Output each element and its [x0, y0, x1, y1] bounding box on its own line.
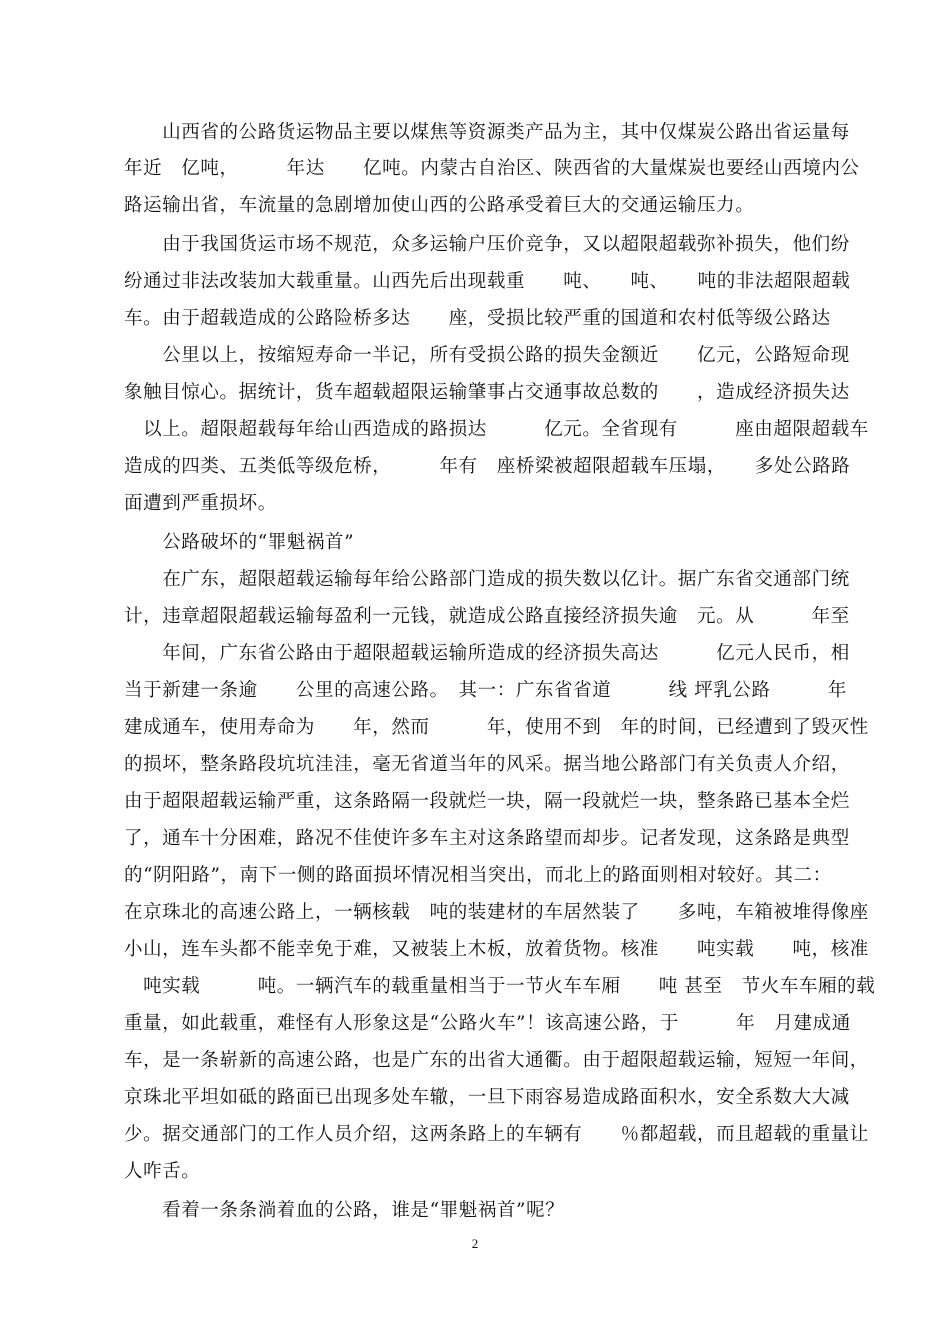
text-line: 的“阴阳路”，南下一侧的路面损坏情况相当突出，而北上的路面则相对较好。其二： — [124, 865, 832, 886]
section-heading: 公路破坏的“罪魁祸首” — [124, 532, 355, 553]
text-line: 造成的四类、五类低等级危桥， 年有 座桥梁被超限超载车压塌， 多处公路路 — [124, 456, 851, 477]
text-line: 在京珠北的高速公路上，一辆核载 吨的装建材的车居然装了 多吨，车箱被堆得像座 — [124, 902, 869, 923]
text-line: 了，通车十分困难，路况不佳使许多车主对这条路望而却步。记者发现，这条路是典型 — [124, 828, 850, 849]
text-line: 重量，如此载重，难怪有人形象这是“公路火车”！该高速公路，于 年 月建成通 — [124, 1013, 851, 1034]
text-line: 吨实载 吨。一辆汽车的载重量相当于一节火车车厢 吨 甚至 节火车车厢的载 — [124, 976, 876, 997]
text-line: 面遭到严重损坏。 — [124, 493, 277, 514]
text-line: 由于超限超载运输严重，这条路隔一段就烂一块，隔一段就烂一块，整条路已基本全烂 — [124, 791, 850, 812]
text-line: 由于我国货运市场不规范，众多运输户压价竞争，又以超限超载弥补损失，他们纷 — [124, 234, 850, 255]
text-line: 车。由于超载造成的公路险桥多达 座，受损比较严重的国道和农村低等级公路达 — [124, 308, 831, 329]
text-line: 纷通过非法改装加大载重量。山西先后出现载重 吨、 吨、 吨的非法超限超载 — [124, 271, 851, 292]
text-line: 的损坏，整条路段坑坑洼洼，毫无省道当年的风采。据当地公路部门有关负责人介绍， — [124, 754, 850, 775]
text-line: 计，违章超限超载运输每盈利一元钱，就造成公路直接经济损失逾 元。从 年至 — [124, 606, 850, 627]
text-line: 以上。超限超载每年给山西造成的路损达 亿元。全省现有 座由超限超载车 — [124, 419, 869, 440]
text-line: 车，是一条崭新的高速公路，也是广东的出省大通衢。由于超限超载运输，短短一年间， — [124, 1050, 869, 1071]
text-line: 象触目惊心。据统计，货车超载超限运输肇事占交通事故总数的 ，造成经济损失达 — [124, 382, 850, 403]
text-line: 在广东，超限超载运输每年给公路部门造成的损失数以亿计。据广东省交通部门统 — [124, 569, 850, 590]
text-line: 路运输出省，车流量的急剧增加使山西的公路承受着巨大的交通运输压力。 — [124, 195, 755, 216]
text-line: 看着一条条淌着血的公路，谁是“罪魁祸首”呢？ — [124, 1200, 565, 1221]
text-line: 年近 亿吨， 年达 亿吨。内蒙古自治区、陕西省的大量煤炭也要经山西境内公 — [124, 158, 860, 179]
page-number: 2 — [471, 1236, 479, 1251]
text-line: 年间，广东省公路由于超限超载运输所造成的经济损失高达 亿元人民币，相 — [124, 643, 850, 664]
text-line: 小山，连车头都不能幸免于难，又被装上木板，放着货物。核准 吨实载 吨，核准 — [124, 939, 869, 960]
text-line: 公里以上，按缩短寿命一半记，所有受损公路的损失金额近 亿元，公路短命现 — [124, 345, 850, 366]
text-line: 山西省的公路货运物品主要以煤焦等资源类产品为主，其中仅煤炭公路出省运量每 — [124, 122, 850, 143]
text-line: 人咋舌。 — [124, 1161, 201, 1182]
text-line: 京珠北平坦如砥的路面已出现多处车辙，一旦下雨容易造成路面积水，安全系数大大减 — [124, 1087, 850, 1108]
text-line: 建成通车，使用寿命为 年，然而 年，使用不到 年的时间，已经遭到了毁灭性 — [124, 717, 869, 738]
text-line: 当于新建一条逾 公里的高速公路。 其一：广东省省道 线 坪乳公路 年 — [124, 680, 848, 701]
text-line: 少。据交通部门的工作人员介绍，这两条路上的车辆有 ％都超载，而且超载的重量让 — [124, 1124, 869, 1145]
